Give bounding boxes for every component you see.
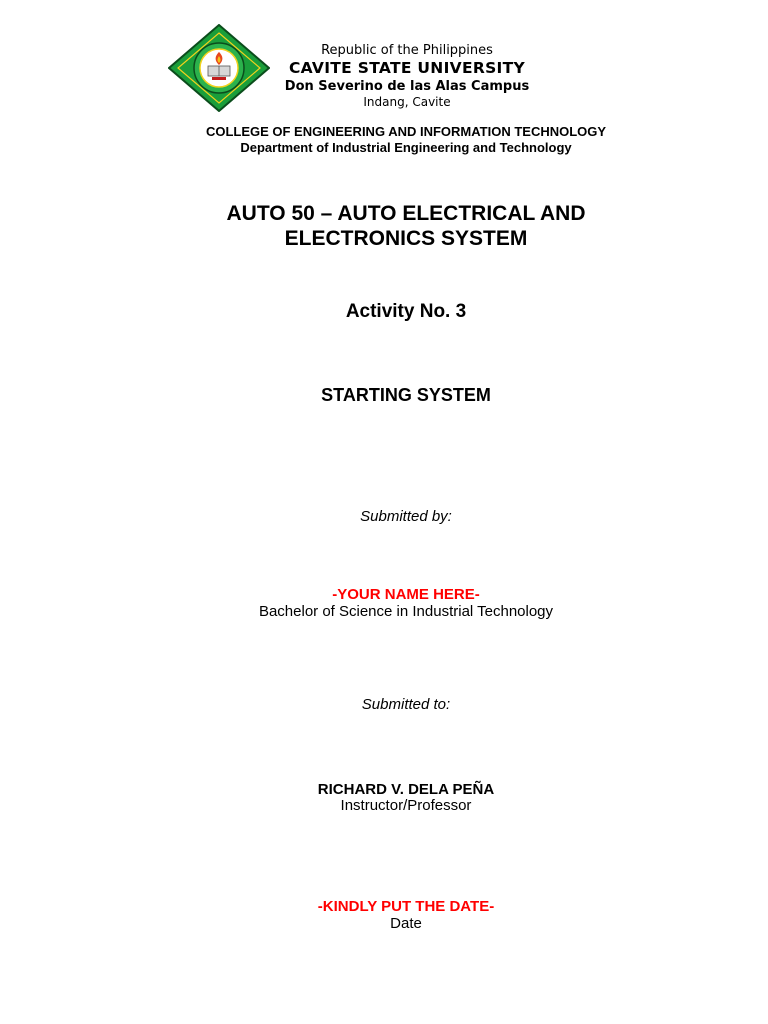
university-seal-icon bbox=[168, 24, 270, 112]
course-title-line2: ELECTRONICS SYSTEM bbox=[284, 227, 528, 250]
course-title bbox=[22, 201, 768, 251]
instructor-role: Instructor/Professor bbox=[340, 797, 472, 814]
date-placeholder: -KINDLY PUT THE DATE- bbox=[317, 898, 495, 915]
university-letterhead bbox=[270, 43, 544, 110]
submitted-to-label: Submitted to: bbox=[361, 696, 451, 713]
student-program: Bachelor of Science in Industrial Technology bbox=[258, 603, 554, 620]
student-name-placeholder: -YOUR NAME HERE- bbox=[332, 586, 480, 603]
university-name: CAVITE STATE UNIVERSITY bbox=[289, 59, 525, 77]
republic-line: Republic of the Philippines bbox=[321, 43, 493, 58]
instructor-name: RICHARD V. DELA PEÑA bbox=[317, 781, 495, 798]
college-name: COLLEGE OF ENGINEERING AND INFORMATION TECHNOLOGY bbox=[205, 124, 607, 139]
campus-name: Don Severino de las Alas Campus bbox=[284, 79, 530, 94]
submitted-by-label: Submitted by: bbox=[360, 508, 452, 525]
date-label: Date bbox=[390, 915, 422, 932]
activity-number: Activity No. 3 bbox=[345, 301, 467, 322]
course-title-line1: AUTO 50 – AUTO ELECTRICAL AND bbox=[226, 202, 586, 225]
town-name: Indang, Cavite bbox=[363, 95, 451, 109]
department-name: Department of Industrial Engineering and Technology bbox=[240, 140, 572, 155]
activity-topic: STARTING SYSTEM bbox=[321, 385, 491, 405]
